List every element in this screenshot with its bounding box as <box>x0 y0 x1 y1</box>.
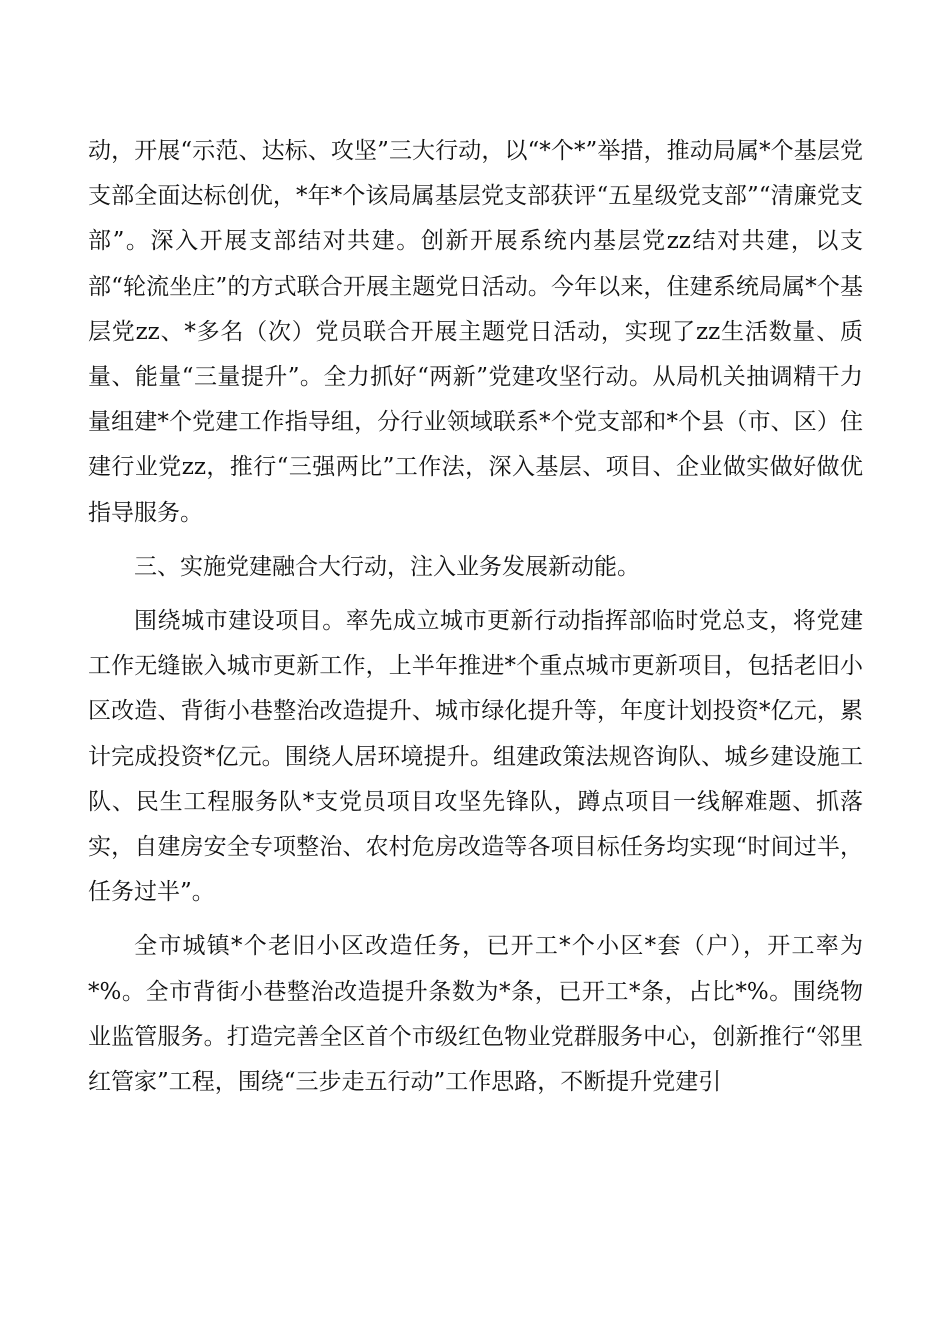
section-heading: 三、实施党建融合大行动，注入业务发展新动能。 <box>134 553 640 580</box>
paragraph-continuation: 动，开展“示范、达标、攻坚”三大行动，以“*个*”举措，推动局属*个基层党支部全面达标创优，*年*个该局属基层党支部获评“五星级党支部”“清廉党支部”。深入开展支部结对共建。创新开展系统内基层党zz结对共建，以支部“轮流坐庄”的方式联合开展主题党日活动。今年以来，住建系统局属*个基层党zz、*多名（次）党员联合开展主题党日活动，实现了zz生活数量、质量、能量“三量提升”。全力抓好“两新”党建攻坚行动。从局机关抽调精干力量组建*个党建工作指导组，分行业领域联系*个党支部和*个县（市、区）住建行业党zz，推行“三强两比”工作法，深入基层、项目、企业做实做好做优指导服务。 <box>88 138 863 526</box>
document-body <box>88 129 863 1105</box>
paragraph-city-construction: 围绕城市建设项目。率先成立城市更新行动指挥部临时党总支，将党建工作无缝嵌入城市更新工作，上半年推进*个重点城市更新项目，包括老旧小区改造、背街小巷整治改造提升、城市绿化提升等，年度计划投资*亿元，累计完成投资*亿元。围绕人居环境提升。组建政策法规咨询队、城乡建设施工队、民生工程服务队*支党员项目攻坚先锋队，蹲点项目一线解难题、抓落实，自建房安全专项整治、农村危房改造等各项目标任务均实现“时间过半，任务过半”。 <box>88 608 863 906</box>
paragraph-renovation: 全市城镇*个老旧小区改造任务，已开工*个小区*套（户），开工率为*%。全市背街小巷整治改造提升条数为*条，已开工*条，占比*%。围绕物业监管服务。打造完善全区首个市级红色物业党群服务中心，创新推行“邻里红管家”工程，围绕“三步走五行动”工作思路，不断提升党建引 <box>88 933 863 1096</box>
